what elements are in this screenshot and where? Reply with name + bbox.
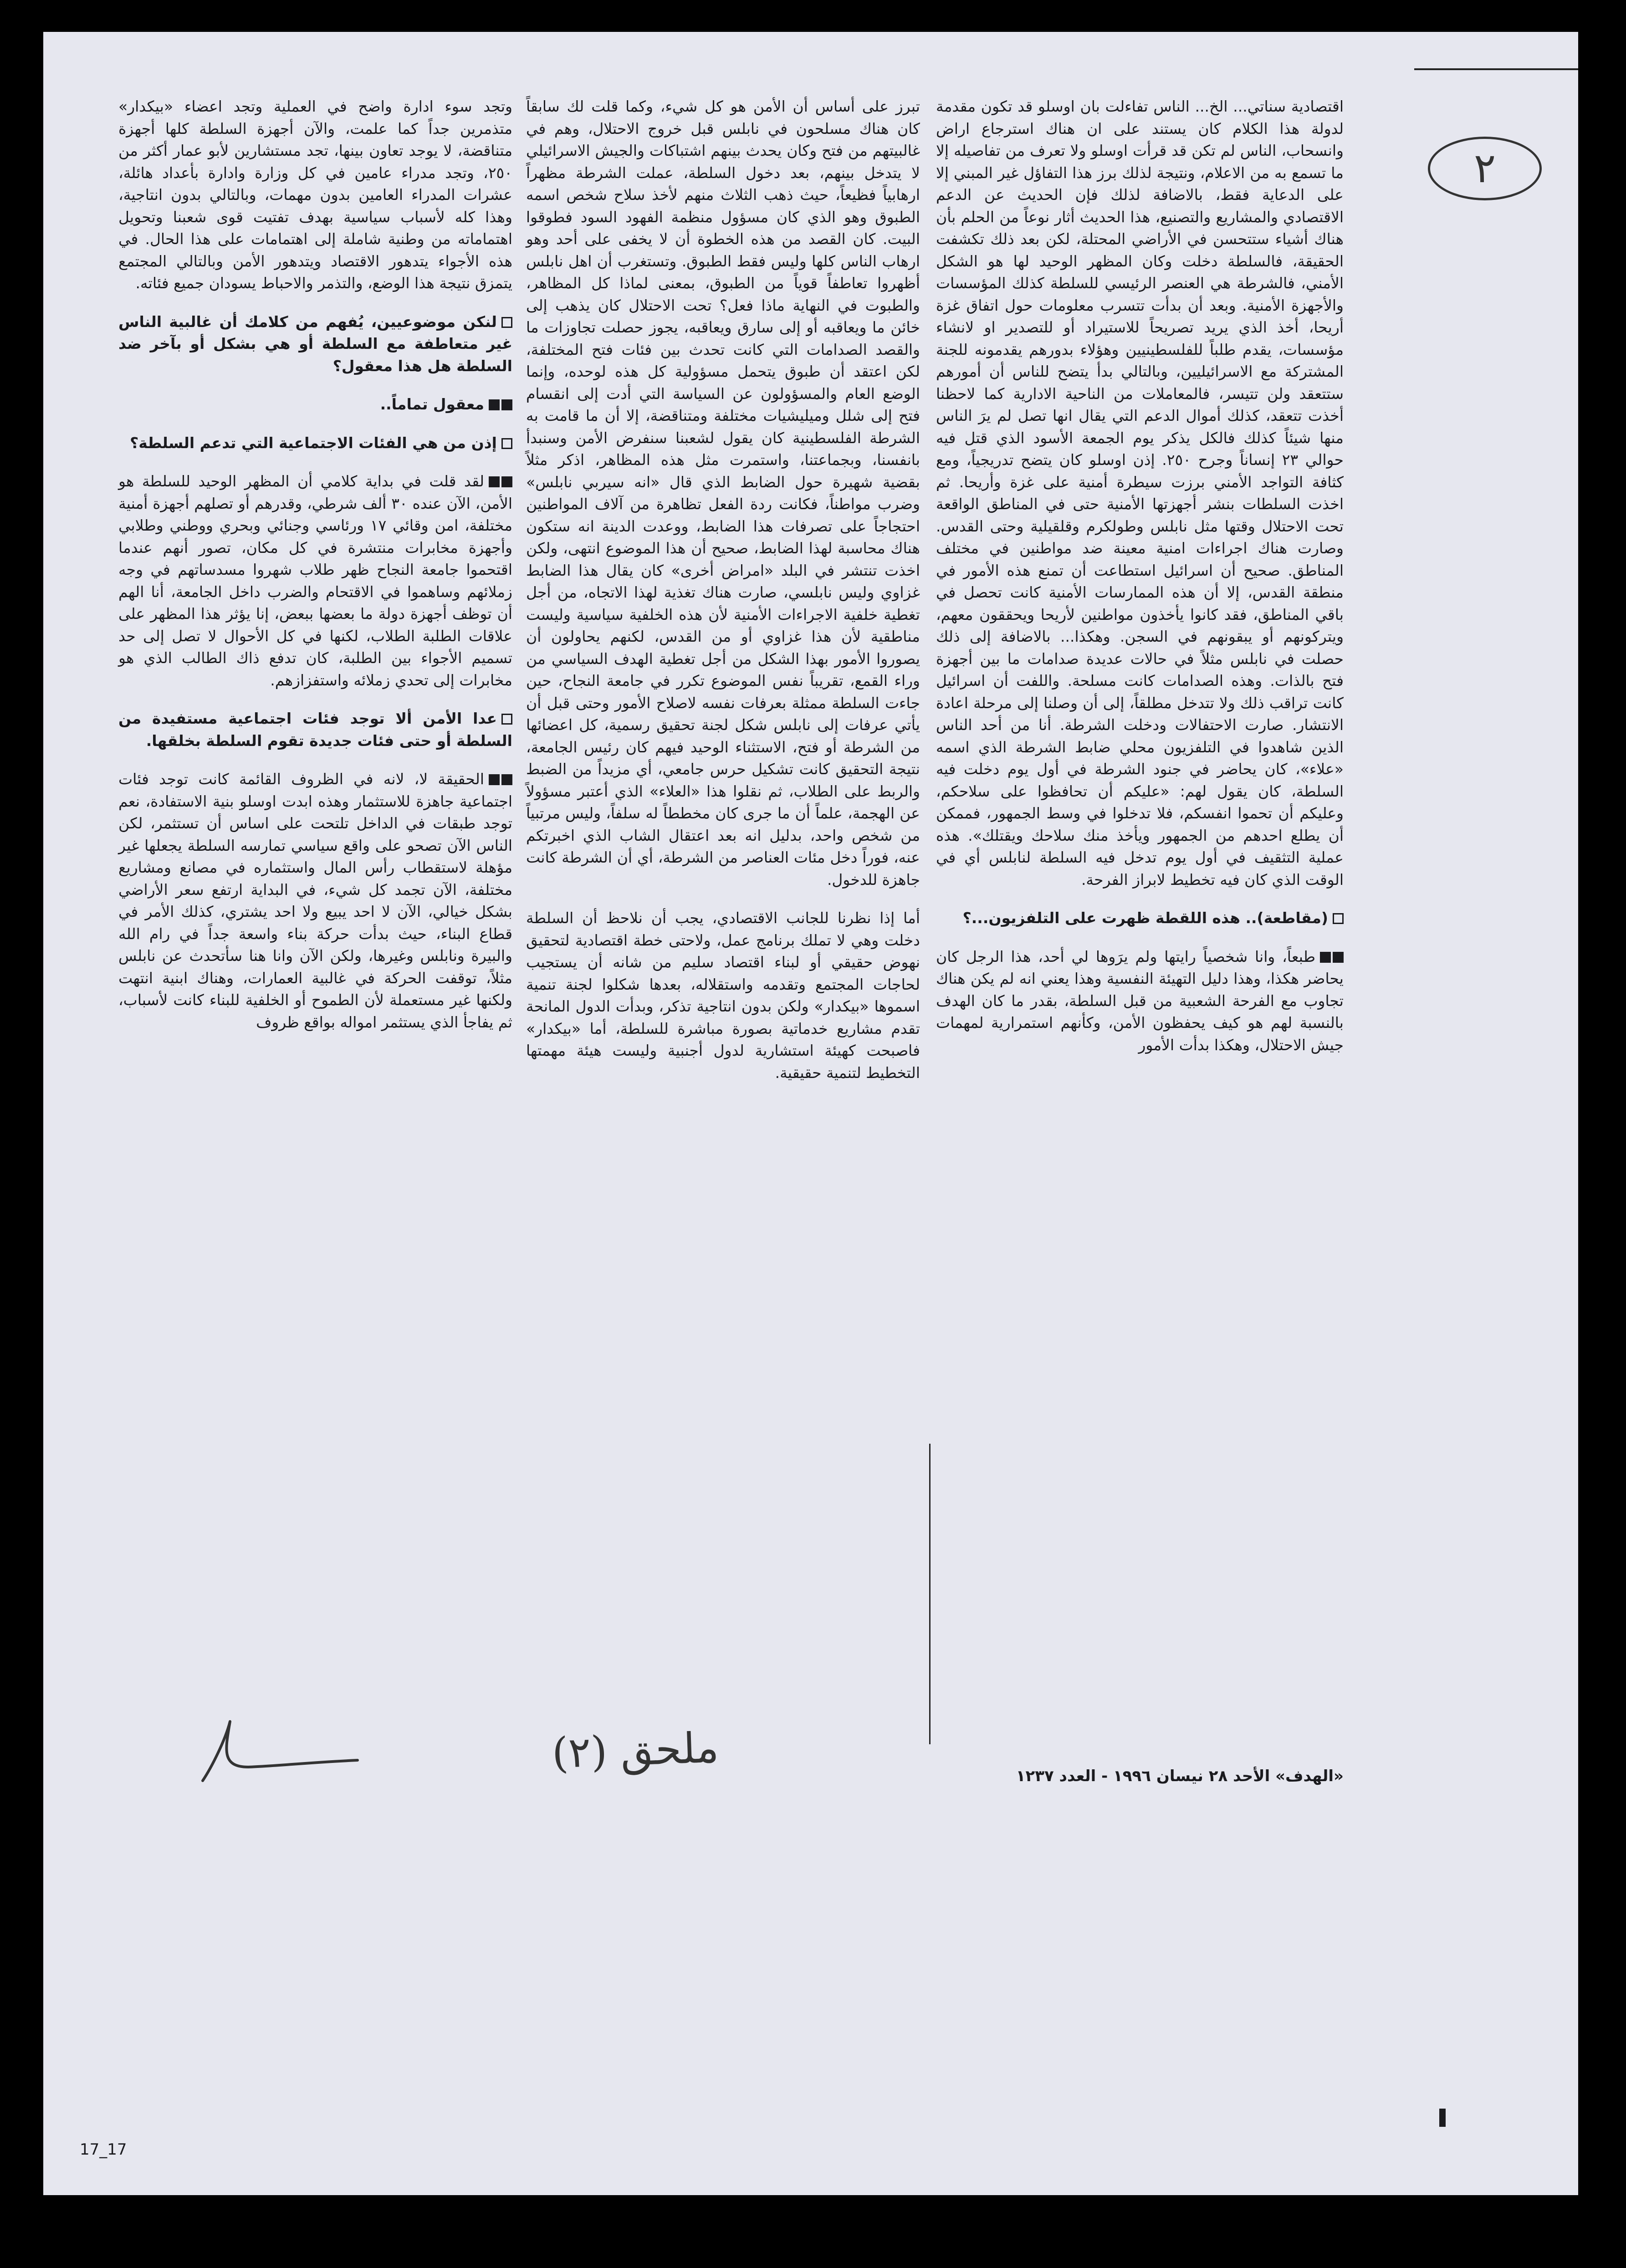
answer-marker-icon <box>501 476 512 487</box>
answer-marker-icon <box>489 476 500 487</box>
question-marker-icon <box>501 438 512 449</box>
handwritten-signature <box>194 1712 367 1794</box>
paragraph: وتجد سوء ادارة واضح في العملية وتجد اعضاء «بيكدار» متذمرين جداً كما علمت، والآن أجهزة السلطة كلها أجهزة متناقضة، لا يوجد تعاون بينها، تجد مستشارين لأبو عمار أكثر من ٢٥٠، وتجد مدراء عامين في كل وزارة وادارة بأعداد هائلة، عشرات المدراء العامين بدون مهمات، وبالتالي بدون انتاجية، وهذا كله لأسباب سياسية بهدف تفتيت قوى شعبنا وتحويل اهتماماته من وطنية شاملة إلى اهتمامات على هذا الحال. في هذه الأجواء يتدهور الاقتصاد ويتدهور الأمن وبالتالي المجتمع يتمزق نتيجة هذا الوضع، والتذمر والاحباط يسودان جميع فئاته. <box>118 97 512 292</box>
interview-answer: طبعاً، وانا شخصياً رايتها ولم يرَوها لي أحد، هذا الرجل كان يحاضر هكذا، وهذا دليل التهيئة النفسية وهذا يعني انه لم يكن هناك تجاوب مع الفرحة الشعبية من قبل السلطة، بقدر ما كان الهدف بالنسبة لهم هو كيف يحفظون الأمن، وكأنهم استمرارية لمهمات جيش الاحتلال، وهكذا بدأت الأمور <box>936 947 1344 1054</box>
interview-question: عدا الأمن ألا توجد فئات اجتماعية مستفيدة من السلطة أو حتى فئات جديدة تقوم السلطة بخلقها. <box>118 710 512 750</box>
interview-answer: لقد قلت في بداية كلامي أن المظهر الوحيد للسلطة هو الأمن، الآن عنده ٣٠ ألف شرطي، وقدرهم أو تصلهم أجهزة أمنية مختلفة، امن وقائي ١٧ ورئاسي وجنائي وبحري ووطني وطلابي وأجهزة مخابرات منتشرة في كل مكان، تصور أنهم عندما اقتحموا جامعة النجاح ظهر طلاب شهروا مسدساتهم في وجه زملائهم وساهموا في الاقتحام والضرب داخل الجامعة، أنا الهم أن توظف أجهزة دولة ما بعضها ببعض، إنا يؤثر هذا المظهر على علاقات الطلبة الطلاب، لكنها في كل الأحوال لا تصل إلى حد تسميم الأجواء بين الطلبة، كان تدفع ذاك الطالب الذي هو مخابرات إلى تحدي زملائه واستفزازهم. <box>118 472 512 689</box>
handwritten-note: ملحق (٢) <box>551 1723 720 1778</box>
column-middle <box>526 96 920 1100</box>
answer-marker-icon <box>489 774 500 785</box>
column-left <box>118 96 512 1050</box>
interview-question: إذن من هي الفئات الاجتماعية التي تدعم السلطة؟ <box>118 432 512 455</box>
interview-answer: الحقيقة لا، لانه في الظروف القائمة كانت توجد فئات اجتماعية جاهزة للاستثمار وهذه ابدت اوسلو بنية الاستفادة، نعم توجد طبقات في الداخل تلتحت على اساس أن تستثمر، لكن الناس الآن تصحو على واقع سياسي تمارسه السلطة يجعلها غير مؤهلة لاستقطاب رأس المال واستثماره في مصانع ومشاريع مختلفة، الآن تجمد كل شيء، في البداية ارتفع سعر الأراضي بشكل خيالي، الآن لا احد يبيع ولا احد يشتري، كذلك الأمر في قطاع البناء، حيث بدأت حركة بناء واسعة جداً في رام الله والبيرة ونابلس وغيرها، ولكن الآن وانا هنا سأتحدث عن نابلس مثلاً، توقفت الحركة في غالبية العمارات، وهناك ابنية انتهت ولكنها غير مستعملة لأن الطموح أو الخلفية للبناء كانت لأسباب، ثم يفاجأ الذي يستثمر امواله بواقع ظروف <box>118 770 512 1031</box>
question-marker-icon <box>501 317 512 328</box>
question-marker-icon <box>501 714 512 725</box>
handwritten-page-number: ٢ <box>1428 137 1542 200</box>
paragraph: اقتصادية سناتي... الخ... الناس تفاءلت بان اوسلو قد تكون مقدمة لدولة هذا الكلام كان يستند على ان هناك استرجاع اراض وانسحاب، الناس لم تكن قد قرأت اوسلو ولا تعرف من تفاصيله إلا ما تسمع به من الاعلام، ونتيجة لذلك برز هذا التفاؤل غير المبني إلا على الدعاية فقط، بالاضافة لذلك فإن الحديث عن الدعم الاقتصادي والمشاريع والتصنيع، هذا الحديث أثار نوعاً من الحلم بأن هناك أشياء ستتحسن في الأراضي المحتلة، لكن بعد ذلك تكشفت الحقيقة، فالسلطة دخلت وكان المظهر الوحيد لها هو الشكل الأمني، فالشرطة هي العنصر الرئيسي للسلطة كذلك المؤسسات والأجهزة الأمنية. وبعد أن بدأت تتسرب معلومات حول اتفاق غزة أريحا، أخذ الذي يريد تصريحاً للاستيراد أو للتصدير او لانشاء مؤسسات، يقدم طلباً للفلسطينيين وهؤلاء بدورهم يقدمونه للجنة المشتركة مع الاسرائيليين، وبالتالي بدأ يتضح للناس أن أمورهم ستتعقد ولن تتيسر، فالمعاملات من الناحية الادارية كما لاحظنا أخذت تتعقد، كذلك أموال الدعم التي يقال انها تصل لم يرَ الناس منها شيئاً كذلك فالكل يذكر يوم الجمعة الأسود الذي قتل فيه حوالي ٢٣ إنساناً وجرح ٢٥٠. إذن اوسلو كان يتضح تدريجياً، ومع كثافة التواجد الأمني برزت سيطرة أمنية على غزة وأريحا. ثم اخذت السلطات بنشر أجهزتها الأمنية حتى في المناطق الواقعة تحت الاحتلال وقتها مثل نابلس وطولكرم وقلقيلية وحتى القدس. وصارت هناك اجراءات امنية معينة ضد مواطنين في مختلف المناطق. صحيح أن اسرائيل استطاعت أن تمنع هذه الأمور في منطقة القدس، إلا أن هذه الممارسات الأمنية كانت تحصل في باقي المناطق، فقد كانوا يأخذون مواطنين لأريحا ويحققون معهم، ويتركونهم أو يبقونهم في السجن. وهكذا... بالاضافة إلى ذلك حصلت في نابلس مثلاً في حالات عديدة صدامات ما بين أجهزة فتح بالذات. وهذه الصدامات كانت مسلحة. واللفت أن اسرائيل كانت تراقب ذلك ولا تتدخل مطلقاً، إلى أن وصلنا إلى مرحلة اعادة الانتشار. صارت الاحتفالات ودخلت الشرطة. أنا من أحد الناس الذين شاهدوا في التلفزيون محلي ضابط الشرطة الذي اسمه «علاء»، كان يحاضر في جنود الشرطة في أول يوم دخلت فيه السلطة، كان يقول لهم: «عليكم أن تحافظوا على سلاحكم، وعليكم أن تحموا انفسكم، فلا تدخلوا في وسط الجمهور، فممكن أن يطلع احدهم من الجمهور ويأخذ منك سلاحك ويقتلك». هذه عملية التثقيف في أول يوم تدخل فيه السلطة لنابلس أي في الوقت الذي كان فيه تخطيط لابراز الفرحة. <box>936 97 1344 889</box>
scan-mark <box>1439 2109 1446 2127</box>
answer-marker-icon <box>501 774 512 785</box>
column-rule <box>929 1444 931 1744</box>
interview-question: لنكن موضوعيين، يُفهم من كلامك أن غالبية الناس غير متعاطفة مع السلطة أو هي بشكل أو بآخر ضد السلطة هل هذا معقول؟ <box>118 312 512 375</box>
top-right-rule <box>1414 68 1578 70</box>
answer-marker-icon <box>501 399 512 410</box>
scanned-newspaper-page <box>43 32 1578 2195</box>
page-reference: 17_17 <box>80 2140 127 2159</box>
paragraph: تبرز على أساس أن الأمن هو كل شيء، وكما قلت لك سابقاً كان هناك مسلحون في نابلس قبل خروج الاحتلال، وهم في غالبيتهم من فتح وكان يحدث بينهم اشتباكات والجيش الاسرائيلي لا يتدخل بينهم، بعد دخول السلطة، عملت الشرطة مظهراً ارهابياً فظيعاً، حيث ذهب الثلاث منهم لأخذ سلاح شخص اسمه الطبوق وهو الذي كان مسؤول منظمة الفهود السود فطوقوا البيت. كان القصد من هذه الخطوة أن لا يخفى على أحد وهو ارهاب الناس كلها وليس فقط الطبوق. وتستغرب أن اهل نابلس أظهروا تعاطفاً قوياً من الطبوق، بمعنى لماذا كل المظاهر، والطبوت في النهاية ماذا فعل؟ تحت الاحتلال كان يذهب إلى خائن ما ويعاقبه أو إلى سارق ويعاقبه، يجوز حصلت تجاوزات ما والقصد الصدامات التي كانت تحدث بين فئات فتح المختلفة، لكن اعتقد أن طبوق يتحمل مسؤولية كل هذه لوحده، وإنما الوضع العام والمسؤولون عن السياسة التي أدت إلى انقسام فتح إلى شلل وميليشيات مختلفة ومتناقضة، إلا أن ما قامت به الشرطة الفلسطينية كان يقول لشعبنا سنفرض الأمن وسنبدأ بانفسنا، وبجماعتنا، واستمرت مثل هذه المظاهر، اذكر مثلاً بقضية شهيرة حول الضابط الذي قال «انه سيربي نابلس» وضرب مواطناً، فكانت ردة الفعل تظاهرة من آلاف المواطنين احتجاجاً على تصرفات هذا الضابط، ووعدت الدينة انه ستكون هناك محاسبة لهذا الضابط، صحيح أن هذا الموضوع انتهى، ولكن اخذت تنتشر في البلد «امراض أخرى» كان يقال هذا الضابط غزاوي وليس نابلسي، صارت هناك تغذية لهذا الاتجاه، من أجل تغطية خلفية الاجراءات الأمنية لأن هذه الخلفية سياسية وليست مناطقية لأن هذا غزاوي أو من القدس، لكنهم يحاولون أن يصوروا الأمور بهذا الشكل من أجل تغطية الهدف السياسي من وراء القمع، تقريباً نفس الموضوع تكرر في جامعة النجاح، حين جاءت السلطة ممثلة بعرفات نفسه لاصلاح الأمور وحتى قبل أن يأتي عرفات إلى نابلس شكل لجنة تحقيق رسمية، كل اعضائها من الشرطة أو فتح، الاستثناء الوحيد فيهم كان رئيس الجامعة، نتيجة التحقيق كانت تشكيل حرس جامعي، أي مزيداً من الضبط والربط على الطلاب، ثم نقلوا هذا «العلاء» الذي أعتبر مسؤولاً عن الهجمة، علماً أن ما جرى كان مخططاً له سلفاً، وليس مرتبياً من شخص واحد، بدليل انه بعد اعتقال الشاب الذي اخبرتكم عنه، فوراً دخل مئات العناصر من الشرطة، أي أن الشرطة كانت جاهزة للدخول. <box>526 97 920 889</box>
publication-footer: «الهدف» الأحد ٢٨ نيسان ١٩٩٦ - العدد ١٢٣٧ <box>1016 1767 1344 1785</box>
question-marker-icon <box>1333 913 1344 924</box>
answer-marker-icon <box>489 399 500 410</box>
answer-marker-icon <box>1320 952 1331 963</box>
interview-question: (مقاطعة).. هذه اللقطة ظهرت على التلفزيون...؟ <box>936 907 1344 930</box>
column-right <box>936 96 1344 1073</box>
answer-marker-icon <box>1333 952 1344 963</box>
paragraph: أما إذا نظرنا للجانب الاقتصادي، يجب أن نلاحظ أن السلطة دخلت وهي لا تملك برنامج عمل، ولاحتى خطة اقتصادية لتحقيق نهوض حقيقي أو لبناء اقتصاد سليم من شانه أن يستجيب لحاجات المجتمع وتقدمه واستقلاله، بعدها شكلوا لجنة تنمية اسموها «بيكدار» ولكن بدون انتاجية تذكر، وبدأت الدول المانحة تقدم مشاريع خدماتية بصورة مباشرة للسلطة، أما «بيكدار» فاصبحت كهيئة استشارية لدول أجنبية وليست هيئة مهمتها التخطيط لتنمية حقيقية. <box>526 909 920 1082</box>
interview-answer: معقول تماماً.. <box>118 393 512 416</box>
